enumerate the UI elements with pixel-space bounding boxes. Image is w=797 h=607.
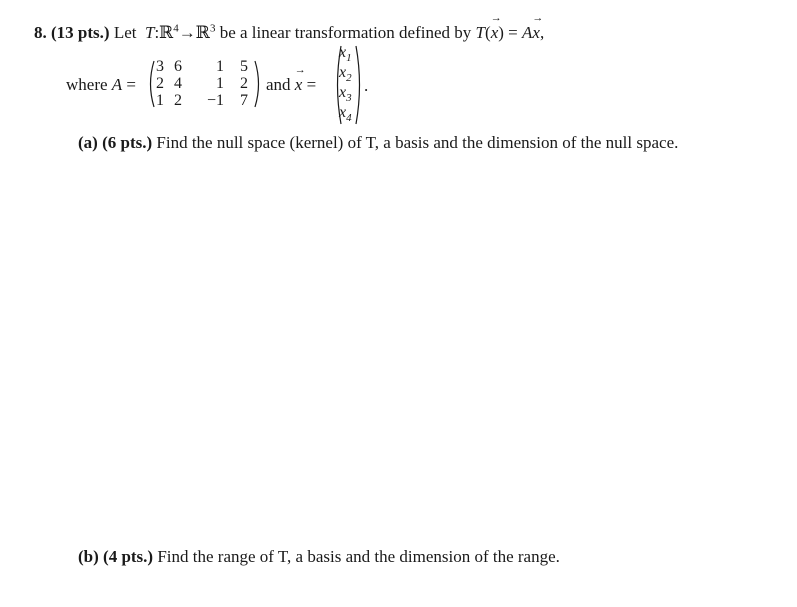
equals-sign-a: = — [122, 75, 137, 94]
definition-text: be a linear transformation defined by — [215, 23, 476, 42]
matrix-a-cell: 2 — [156, 75, 164, 92]
vector-x — [339, 44, 359, 124]
matrix-a-cell: 7 — [240, 92, 248, 109]
vector-x-entry: $x_2$ — [339, 64, 352, 85]
problem-number: 8. — [34, 23, 47, 42]
vector-x-entry: $x_4$ — [339, 104, 352, 125]
a-matrix-symbol: A — [111, 75, 123, 94]
part-b-question — [78, 547, 560, 567]
problem-points: (13 pts.) — [51, 23, 110, 42]
part-b-text: Find the range of T, a basis and the dimension of the range. — [153, 547, 560, 566]
problem-statement: 8. (13 pts.) Let T:ℝ$^4$→ℝ$^3$ be a linear transformation defined by T(→ x) = A→ x, — [34, 23, 544, 43]
x-vector-label: → x — [295, 75, 303, 95]
domain-space: :ℝ — [154, 23, 174, 42]
and-x-label — [266, 75, 316, 95]
equals-sign: = — [503, 23, 522, 42]
t-symbol: T — [144, 23, 155, 42]
part-a-question — [78, 133, 678, 153]
comma: , — [539, 23, 545, 42]
part-b-label: (b) — [78, 547, 99, 566]
vector-x-entry: $x_1$ — [339, 44, 352, 65]
matrix-a-cell: −1 — [206, 92, 224, 109]
matrix-a-cell: 4 — [174, 75, 182, 92]
matrix-a-cell: 1 — [216, 58, 224, 75]
matrix-a-cell: 2 — [174, 92, 182, 109]
equals-sign-x: = — [302, 75, 317, 94]
vector-x-entry: $x_3$ — [339, 84, 352, 105]
matrix-a-cell: 5 — [240, 58, 248, 75]
part-b-points: (4 pts.) — [103, 547, 154, 566]
codomain-exponent: 3 — [209, 22, 216, 35]
where-word: where — [66, 75, 112, 94]
matrix-a — [152, 58, 256, 110]
part-a-text: Find the null space (kernel) of T, a basis and the dimension of the null space. — [152, 133, 679, 152]
codomain-space: →ℝ — [178, 23, 210, 42]
t-function: T — [475, 23, 486, 42]
let-word: Let — [113, 23, 137, 42]
domain-exponent: 4 — [173, 22, 179, 35]
x-vector-symbol: → x — [491, 23, 499, 43]
matrix-a-cell: 1 — [216, 75, 224, 92]
x-vector-symbol-rhs: → x — [532, 23, 540, 43]
a-symbol: A — [522, 23, 533, 42]
and-word: and — [266, 75, 291, 94]
part-a-label: (a) — [78, 133, 98, 152]
period: . — [364, 76, 369, 95]
matrix-a-cell: 3 — [156, 58, 164, 75]
matrix-a-cell: 6 — [174, 58, 182, 75]
where-a-label — [66, 75, 136, 95]
part-a-points: (6 pts.) — [102, 133, 153, 152]
matrix-a-cell: 2 — [240, 75, 248, 92]
matrix-a-cell: 1 — [156, 92, 164, 109]
